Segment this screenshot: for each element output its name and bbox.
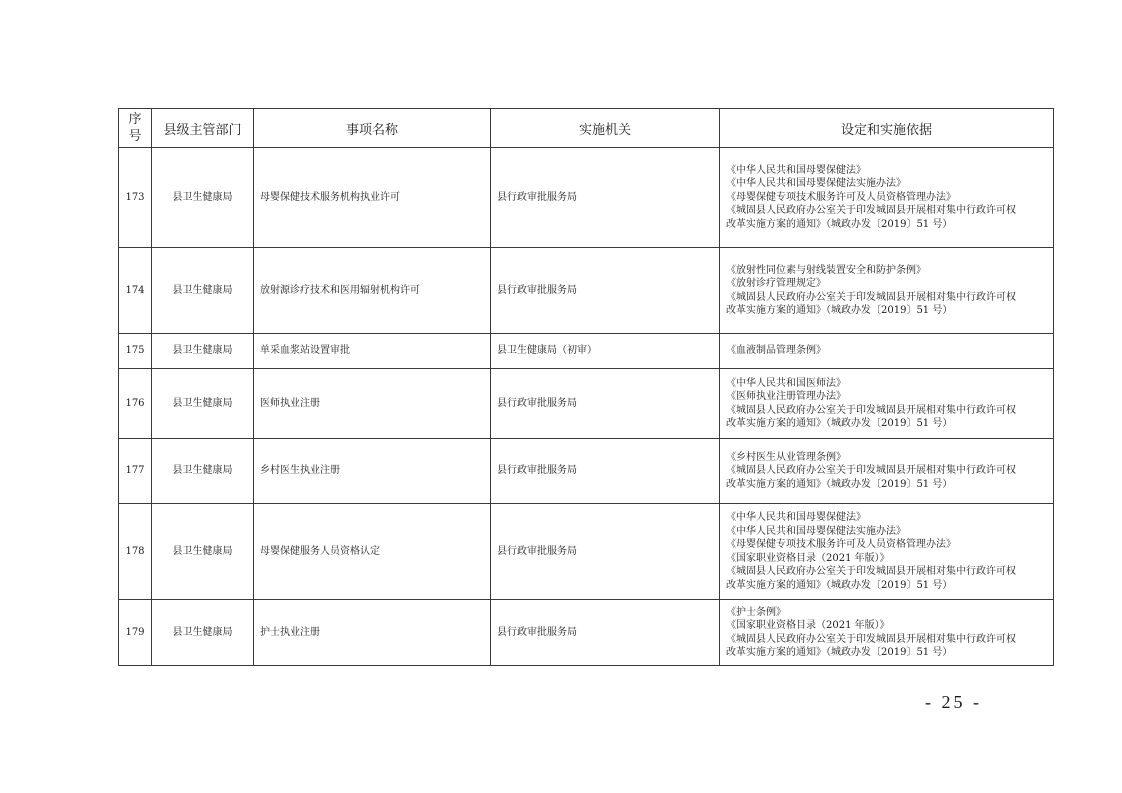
row-number: 177: [119, 439, 152, 504]
row-basis: [720, 504, 1054, 600]
row-basis: [720, 369, 1054, 439]
row-basis: [720, 248, 1054, 334]
header-seq: [119, 109, 152, 148]
basis-line: 改革实施方案的通知》（城政办发〔2019〕51 号）: [726, 218, 953, 230]
row-number: 179: [119, 600, 152, 666]
table-header-row: [119, 109, 1054, 148]
row-basis: [720, 439, 1054, 504]
header-dept: 县级主管部门: [152, 109, 254, 148]
row-item-name: 母婴保健服务人员资格认定: [254, 504, 491, 600]
basis-line: 《城固县人民政府办公室关于印发城固县开展相对集中行政许可权: [726, 566, 1016, 577]
row-item-name: 医师执业注册: [254, 369, 491, 439]
basis-line: 《国家职业资格目录（2021 年版）》: [726, 620, 890, 631]
row-number: 178: [119, 504, 152, 600]
row-item-name: 放射源诊疗技术和医用辐射机构许可: [254, 248, 491, 334]
basis-line: 《护士条例》: [726, 606, 786, 618]
row-number: 176: [119, 369, 152, 439]
header-seq-line2: 号: [128, 129, 142, 144]
basis-line: 《城固县人民政府办公室关于印发城固县开展相对集中行政许可权: [726, 291, 1016, 303]
basis-line: 《城固县人民政府办公室关于印发城固县开展相对集中行政许可权: [726, 465, 1016, 477]
basis-line: 《血液制品管理条例》: [726, 345, 826, 357]
row-dept: 县卫生健康局: [152, 148, 254, 248]
basis-line: 改革实施方案的通知》（城政办发〔2019〕51 号）: [726, 305, 953, 316]
row-agency: 县行政审批服务局: [491, 439, 720, 504]
row-agency: 县行政审批服务局: [491, 148, 720, 248]
row-item-name: 乡村医生执业注册: [254, 439, 491, 504]
row-dept: 县卫生健康局: [152, 369, 254, 439]
header-agency: 实施机关: [491, 109, 720, 148]
table-body: [119, 148, 1054, 666]
basis-line: 《中华人民共和国母婴保健法》: [726, 512, 866, 523]
basis-line: 《母婴保健专项技术服务许可及人员资格管理办法》: [726, 539, 956, 550]
basis-line: 《中华人民共和国母婴保健法实施办法》: [726, 178, 906, 190]
table-row: [119, 504, 1054, 600]
table-row: [119, 148, 1054, 248]
basis-line: 《放射诊疗管理规定》: [726, 278, 826, 289]
basis-line: 《中华人民共和国母婴保健法》: [726, 164, 866, 176]
row-dept: 县卫生健康局: [152, 439, 254, 504]
row-item-name: 单采血浆站设置审批: [254, 334, 491, 369]
row-agency: 县行政审批服务局: [491, 504, 720, 600]
header-seq-line1: 序: [128, 112, 142, 127]
basis-line: 《中华人民共和国医师法》: [726, 377, 846, 389]
basis-line: 改革实施方案的通知》（城政办发〔2019〕51 号）: [726, 418, 953, 429]
basis-line: 《母婴保健专项技术服务许可及人员资格管理办法》: [726, 191, 956, 203]
row-dept: 县卫生健康局: [152, 334, 254, 369]
basis-line: 《放射性同位素与射线装置安全和防护条例》: [726, 264, 926, 276]
table-row: [119, 334, 1054, 369]
page-number: - 25 -: [925, 692, 982, 712]
table-row: [119, 600, 1054, 666]
header-item: 事项名称: [254, 109, 491, 148]
table-row: [119, 248, 1054, 334]
basis-line: 《城固县人民政府办公室关于印发城固县开展相对集中行政许可权: [726, 633, 1016, 645]
row-basis: [720, 600, 1054, 666]
row-agency: 县行政审批服务局: [491, 600, 720, 666]
basis-line: 改革实施方案的通知》（城政办发〔2019〕51 号）: [726, 647, 953, 658]
row-dept: 县卫生健康局: [152, 504, 254, 600]
basis-line: 《国家职业资格目录（2021 年版）》: [726, 552, 890, 564]
row-basis: [720, 334, 1054, 369]
header-basis: 设定和实施依据: [720, 109, 1054, 148]
basis-line: 《医师执业注册管理办法》: [726, 391, 846, 402]
row-basis: [720, 148, 1054, 248]
row-dept: 县卫生健康局: [152, 248, 254, 334]
row-agency: 县卫生健康局（初审）: [491, 334, 720, 369]
basis-line: 《城固县人民政府办公室关于印发城固县开展相对集中行政许可权: [726, 205, 1016, 217]
basis-line: 《乡村医生从业管理条例》: [726, 451, 846, 463]
basis-line: 《中华人民共和国母婴保健法实施办法》: [726, 525, 906, 537]
permit-items-table: [118, 108, 1054, 666]
row-item-name: 母婴保健技术服务机构执业许可: [254, 148, 491, 248]
basis-line: 《城固县人民政府办公室关于印发城固县开展相对集中行政许可权: [726, 404, 1016, 416]
row-number: 173: [119, 148, 152, 248]
row-number: 174: [119, 248, 152, 334]
table-row: [119, 369, 1054, 439]
row-agency: 县行政审批服务局: [491, 369, 720, 439]
row-agency: 县行政审批服务局: [491, 248, 720, 334]
row-number: 175: [119, 334, 152, 369]
basis-line: 改革实施方案的通知》（城政办发〔2019〕51 号）: [726, 579, 953, 591]
table-row: [119, 439, 1054, 504]
row-dept: 县卫生健康局: [152, 600, 254, 666]
basis-line: 改革实施方案的通知》（城政办发〔2019〕51 号）: [726, 478, 953, 490]
row-item-name: 护士执业注册: [254, 600, 491, 666]
